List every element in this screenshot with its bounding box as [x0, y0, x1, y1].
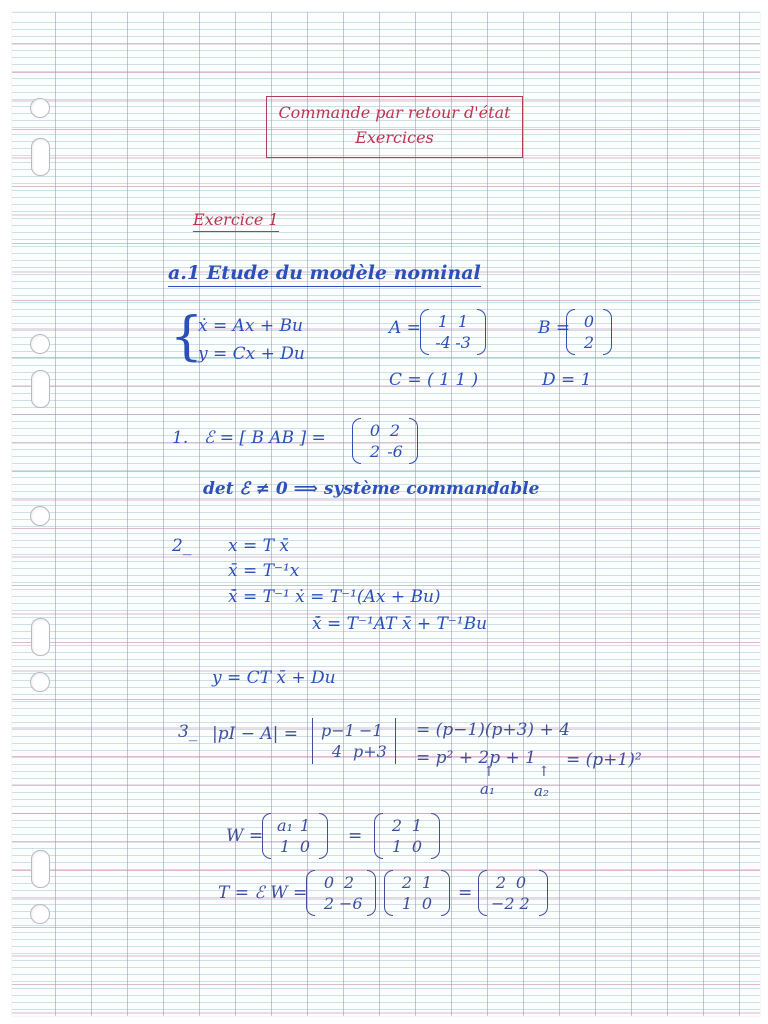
matrix-cell: 2 — [519, 894, 530, 913]
matrix-cell: 2 — [323, 894, 335, 913]
matrix-a-cell: 1 — [457, 312, 469, 331]
matrix-cell: 1 — [401, 894, 413, 913]
matrix-cell: 0 — [411, 837, 423, 856]
q2-line-2: x̄ = T⁻¹x — [228, 561, 300, 581]
q2-line-4: ẋ̄ = T⁻¹AT x̄ + T⁻¹Bu — [312, 614, 488, 634]
matrix-t-label: T = ℰ W = — [218, 883, 308, 903]
q2-line-5: y = CT x̄ + Du — [212, 668, 336, 688]
matrix-cell: 1 — [411, 816, 423, 835]
matrix-cell: 1 — [299, 816, 311, 835]
coefficient-a2: a₂ — [534, 782, 549, 800]
matrix-w-label: W = — [226, 826, 264, 846]
coefficient-a1: a₁ — [480, 780, 495, 798]
matrix-a-label: A = — [389, 318, 421, 338]
matrix-cell: 1 — [421, 873, 433, 892]
characteristic-determinant — [312, 718, 396, 764]
output-equation: y = Cx + Du — [198, 344, 305, 364]
matrix-cell: 2 — [401, 873, 413, 892]
matrix-cell: 1 — [279, 837, 291, 856]
state-equation: ẋ = Ax + Bu — [198, 316, 303, 336]
matrix-cell: 2 — [391, 816, 403, 835]
controllability-matrix — [352, 418, 418, 464]
punch-hole — [30, 334, 50, 354]
matrix-cell: -6 — [387, 442, 403, 461]
exercise-heading-text: Exercice 1 — [193, 210, 279, 232]
equals-sign: = — [458, 883, 473, 903]
matrix-cell: 2 — [389, 421, 401, 440]
controllability-matrix-lhs: ℰ = [ B AB ] = — [204, 428, 326, 448]
matrix-a-cell: -3 — [455, 333, 471, 352]
determinant-cell: −1 — [359, 721, 383, 740]
question-1-number: 1. — [172, 428, 189, 448]
controllability-conclusion: det ℰ ≠ 0 ⟹ système commandable — [203, 479, 540, 499]
question-2-number: 2_ — [172, 536, 192, 556]
q2-line-1: x = T x̄ — [228, 536, 289, 556]
matrix-c: C = ( 1 1 ) — [389, 370, 479, 390]
title-line-2: Exercices — [355, 128, 434, 147]
matrix-cell: 0 — [515, 873, 527, 892]
section-heading — [168, 264, 481, 283]
matrix-cell: 2 — [369, 442, 381, 461]
matrix-cell: 0 — [299, 837, 311, 856]
characteristic-polynomial: = p² + 2p + 1 — [416, 748, 536, 768]
title-box — [266, 96, 523, 158]
determinant-cell: p−1 — [321, 721, 355, 740]
matrix-d: D = 1 — [542, 370, 592, 390]
matrix-cell: 0 — [369, 421, 381, 440]
matrix-a-cell: -4 — [435, 333, 451, 352]
punch-hole — [30, 904, 50, 924]
matrix-t-factor-e — [306, 870, 376, 916]
system-brace: { — [170, 307, 204, 367]
matrix-w-numeric — [374, 813, 440, 859]
matrix-cell: 0 — [323, 873, 335, 892]
arrow-up-icon: ↑ — [538, 764, 550, 780]
matrix-b — [566, 309, 612, 355]
characteristic-factored: = (p+1)² — [566, 750, 642, 770]
matrix-t-factor-w — [384, 870, 450, 916]
punch-slot — [31, 138, 50, 176]
matrix-t-result — [478, 870, 548, 916]
equals-sign: = — [348, 826, 363, 846]
matrix-w-symbolic — [262, 813, 328, 859]
question-3-number: 3_ — [178, 722, 198, 742]
matrix-cell: −2 — [491, 894, 515, 913]
matrix-b-cell: 2 — [583, 333, 595, 352]
q2-line-3: ẋ̄ = T⁻¹ ẋ = T⁻¹(Ax + Bu) — [228, 587, 441, 607]
matrix-a — [420, 309, 486, 355]
matrix-cell: 2 — [343, 873, 355, 892]
matrix-cell: a₁ — [277, 816, 293, 835]
characteristic-expansion: = (p−1)(p+3) + 4 — [416, 720, 570, 740]
matrix-b-cell: 0 — [583, 312, 595, 331]
matrix-cell: 1 — [391, 837, 403, 856]
punch-hole — [30, 98, 50, 118]
matrix-cell: 2 — [495, 873, 507, 892]
determinant-cell: p+3 — [353, 742, 387, 761]
arrow-up-icon: ↑ — [483, 764, 495, 780]
matrix-a-cell: 1 — [437, 312, 449, 331]
characteristic-lhs: |pI − A| = — [212, 724, 299, 744]
punch-slot — [31, 370, 50, 408]
punch-hole — [30, 672, 50, 692]
matrix-cell: 0 — [421, 894, 433, 913]
matrix-cell: −6 — [339, 894, 363, 913]
ruled-paper-sheet — [12, 12, 760, 1016]
determinant-cell: 4 — [331, 742, 343, 761]
matrix-b-label: B = — [538, 318, 571, 338]
punch-hole — [30, 506, 50, 526]
title-line-1: Commande par retour d'état — [278, 103, 511, 122]
section-heading-text: a.1 Etude du modèle nominal — [168, 262, 481, 287]
exercise-heading — [193, 212, 279, 228]
punch-slot — [31, 850, 50, 888]
punch-slot — [31, 618, 50, 656]
